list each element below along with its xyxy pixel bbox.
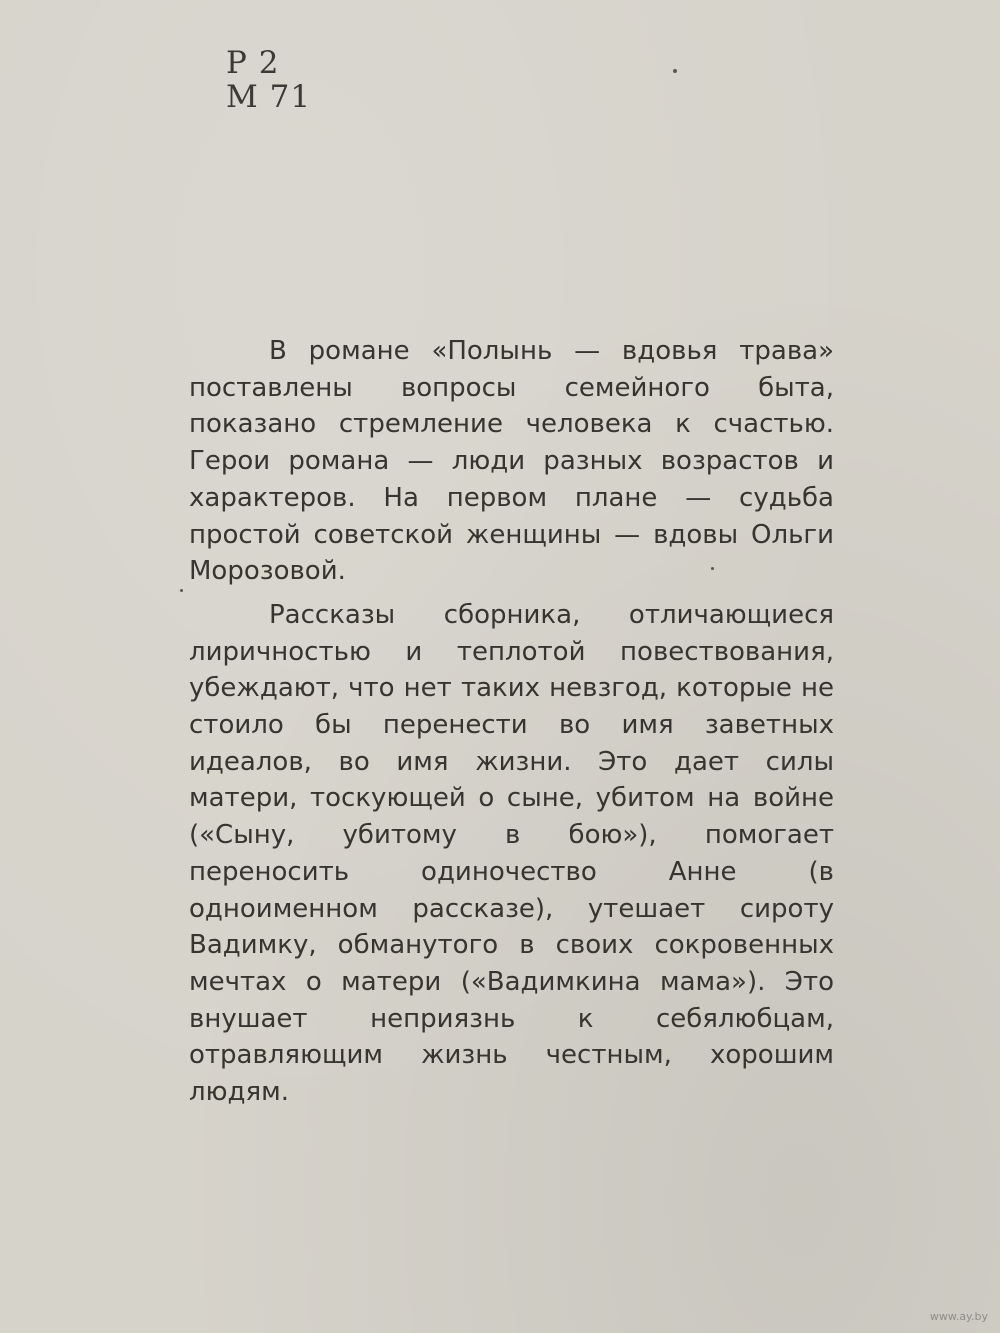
paper-speck: [673, 69, 677, 73]
paper-speck: [180, 589, 183, 592]
catalog-code-line-2: М 71: [226, 79, 312, 115]
catalog-code-line-1: Р 2: [226, 45, 280, 81]
annotation-paragraph-novel: В романе «Полынь — вдовья трава» поставлены вопросы семейного быта, показано стремление человека к счастью. Герои романа — люди разных возрастов и характеров. На первом плане — судьба простой советской женщины — вдовы Ольги Морозовой.: [189, 336, 834, 587]
annotation-paragraph-stories: Рассказы сборника, отличающиеся лиричностью и теплотой повествования, убеждают, что нет таких невзгод, которые не стоило бы перенести во имя заветных идеалов, во имя жизни. Это дает силы матери, тоскующей о сыне, убитом на войне («Сыну, убитому в бою»), помогает переносить одиночество Анне (в одноименном рассказе), утешает сироту Вадимку, обманутого в своих сокровенных мечтах о матери («Вадимкина мама»). Это внушает неприязнь к себялюбцам, отравляющим жизнь честным, хорошим людям.: [189, 599, 834, 1108]
site-watermark: www.ay.by: [929, 1310, 988, 1323]
library-catalog-code: [226, 46, 311, 114]
book-annotation: [189, 333, 834, 1111]
